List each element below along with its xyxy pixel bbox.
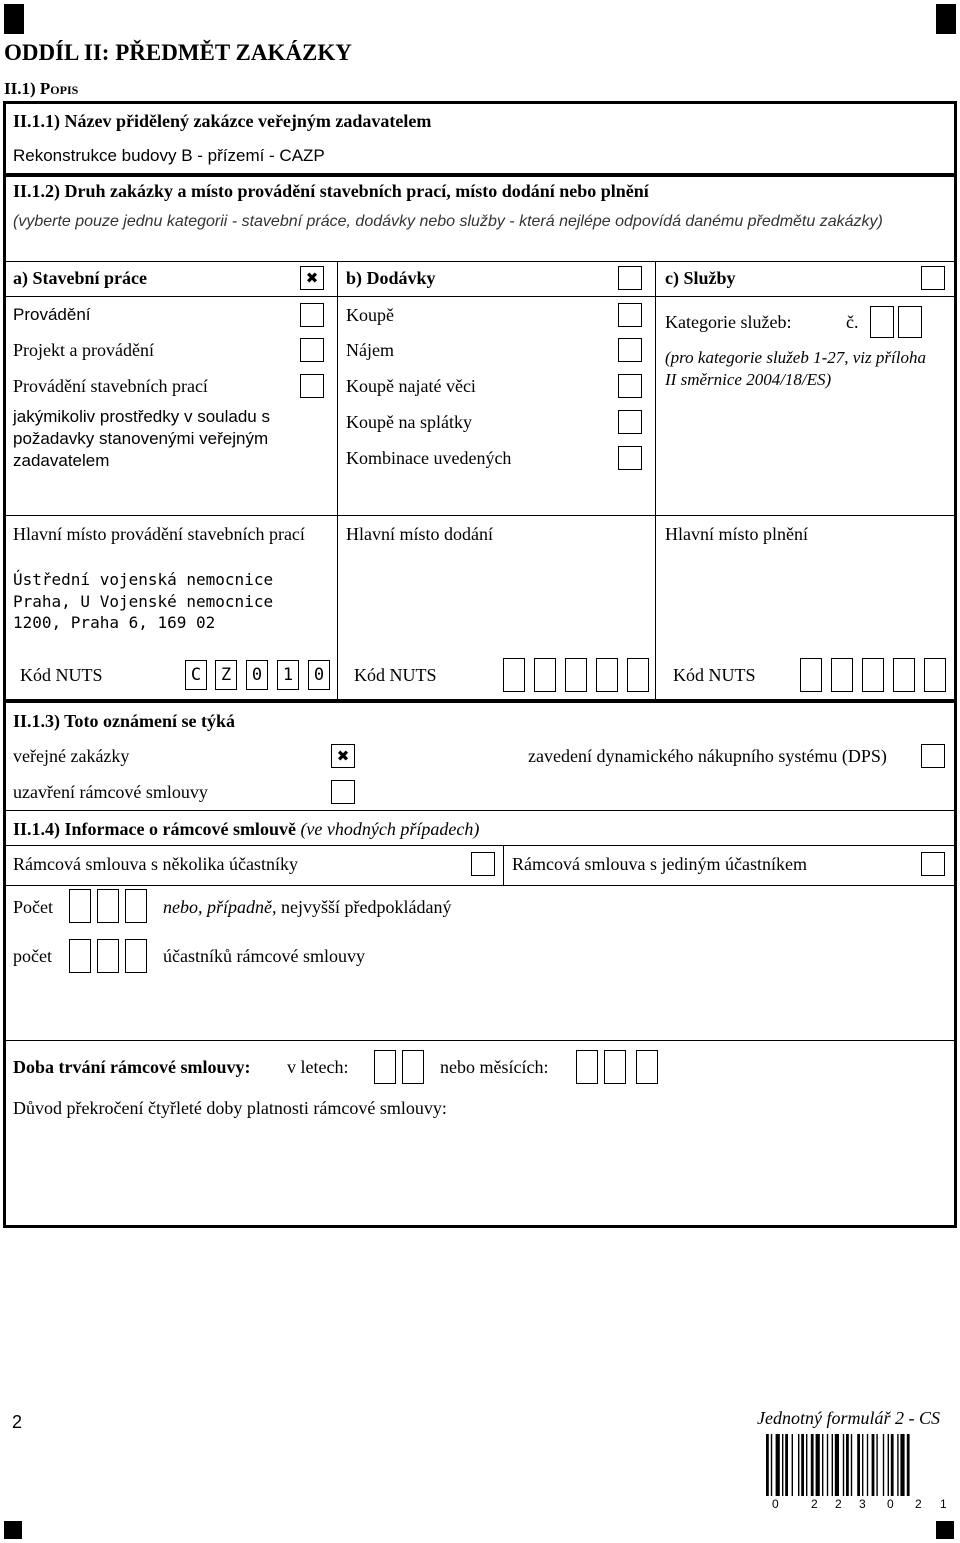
nuts-works-char-1[interactable]: Z [215, 660, 237, 690]
subsection-title [4, 79, 78, 99]
name-value: Rekonstrukce budovy B - přízemí - CAZP [13, 146, 325, 165]
nuts-works-char-3[interactable]: 1 [277, 660, 299, 690]
months-box-2[interactable] [636, 1050, 658, 1084]
services-category-box-1[interactable] [870, 306, 894, 338]
years-label: v letech: [287, 1057, 349, 1077]
nuts-supplies-box-2[interactable] [565, 658, 587, 692]
nuts-supplies-box-3[interactable] [596, 658, 618, 692]
notice-divider [3, 810, 957, 811]
nuts-services-box-4[interactable] [924, 658, 946, 692]
years-box-1[interactable] [402, 1050, 424, 1084]
subsection-title-text: II.1) Popis [4, 79, 79, 98]
supplies-item-4-checkbox[interactable] [618, 446, 642, 470]
framework-label: uzavření rámcové smlouvy [13, 782, 208, 802]
type-grid-col-2 [655, 261, 656, 703]
count-max-text: nejvyšší předpokládaný [280, 897, 452, 917]
framework-info-label [13, 819, 479, 840]
works-item-0-checkbox[interactable] [300, 303, 324, 327]
years-box-0[interactable] [374, 1050, 396, 1084]
works-item-2-checkbox[interactable] [300, 374, 324, 398]
corner-mark-top-right [936, 4, 956, 34]
section-title: ODDÍL II: PŘEDMĚT ZAKÁZKY [4, 40, 352, 65]
count-box-1[interactable] [97, 889, 119, 923]
nuts-works-char-2[interactable]: 0 [246, 660, 268, 690]
place-services-label: Hlavní místo plnění [665, 524, 808, 544]
nuts-supplies-label: Kód NUTS [354, 665, 437, 685]
barcode-digits [770, 1497, 960, 1513]
months-label: nebo měsících: [440, 1057, 549, 1077]
nuts-services-box-3[interactable] [893, 658, 915, 692]
place-works-value: Ústřední vojenská nemocnice Praha, U Vojenské nemocnice 1200, Praha 6, 169 02 [13, 570, 274, 632]
services-checkbox[interactable] [921, 266, 945, 290]
max-count-box-0[interactable] [69, 939, 91, 973]
participants-text: účastníků rámcové smlouvy [163, 946, 365, 966]
supplies-item-0-checkbox[interactable] [618, 303, 642, 327]
max-count-box-1[interactable] [97, 939, 119, 973]
nuts-services-label: Kód NUTS [673, 665, 756, 685]
nuts-supplies-box-0[interactable] [503, 658, 525, 692]
supplies-title: b) Dodávky [346, 268, 436, 288]
max-count-box-2[interactable] [125, 939, 147, 973]
supplies-item-2: Koupě najaté věci [346, 376, 476, 396]
count-box-0[interactable] [69, 889, 91, 923]
nuts-supplies-box-4[interactable] [627, 658, 649, 692]
dps-label: zavedení dynamického nákupního systému (DPS) [528, 746, 887, 766]
supplies-item-2-checkbox[interactable] [618, 374, 642, 398]
nuts-services-box-1[interactable] [831, 658, 853, 692]
framework-checkbox[interactable] [331, 780, 355, 804]
count-or-text [163, 897, 451, 918]
supplies-item-1: Nájem [346, 340, 394, 360]
public-contract-label: veřejné zakázky [13, 746, 130, 766]
duration-label: Doba trvání rámcové smlouvy: [13, 1057, 251, 1077]
page-number: 2 [12, 1412, 23, 1432]
nuts-services-box-0[interactable] [800, 658, 822, 692]
place-works-label: Hlavní místo provádění stavebních prací [13, 524, 305, 544]
count-label-2: počet [13, 946, 52, 966]
nuts-services-box-2[interactable] [862, 658, 884, 692]
barcode-digit-3: 3 [859, 1497, 866, 1511]
works-checkbox[interactable] [300, 266, 324, 290]
type-grid-middle [3, 515, 957, 516]
months-box-1[interactable] [604, 1050, 626, 1084]
framework-col-divider [503, 845, 504, 885]
services-category-box-2[interactable] [898, 306, 922, 338]
count-box-2[interactable] [125, 889, 147, 923]
framework-info-note: (ve vhodných případech) [300, 819, 480, 839]
type-grid-col-1 [337, 261, 338, 703]
single-participant-checkbox[interactable] [921, 852, 945, 876]
services-category-label: Kategorie služeb: [665, 312, 792, 332]
framework-info-divider [3, 845, 957, 846]
duration-divider [3, 1040, 957, 1041]
works-item-2: Provádění stavebních prací [13, 376, 208, 396]
reason-label: Důvod překročení čtyřleté doby platnosti rámcové smlouvy: [13, 1098, 447, 1118]
barcode [766, 1434, 956, 1496]
count-or-italic: nebo, případně, [163, 897, 277, 917]
single-participant-label: Rámcová smlouva s jediným účastníkem [512, 854, 807, 874]
works-item-0: Provádění [13, 305, 91, 324]
barcode-digit-4: 0 [887, 1497, 894, 1511]
barcode-digit-5: 2 [915, 1497, 922, 1511]
barcode-digit-1: 2 [811, 1497, 818, 1511]
works-item-1: Projekt a provádění [13, 340, 154, 360]
nuts-works-label: Kód NUTS [20, 665, 103, 685]
form-name: Jednotný formulář 2 - CS [757, 1408, 940, 1428]
barcode-digit-2: 2 [835, 1497, 842, 1511]
supplies-checkbox[interactable] [618, 266, 642, 290]
public-contract-checkbox[interactable] [331, 744, 355, 768]
services-note: (pro kategorie služeb 1-27, viz příloha II směrnice 2004/18/ES) [665, 348, 926, 389]
corner-mark-bottom-left [4, 1521, 22, 1539]
supplies-item-1-checkbox[interactable] [618, 338, 642, 362]
framework-row-divider [3, 885, 957, 886]
barcode-digit-6: 1 [940, 1497, 947, 1511]
several-participants-checkbox[interactable] [471, 852, 495, 876]
supplies-item-3: Koupě na splátky [346, 412, 472, 432]
works-title: a) Stavební práce [13, 268, 147, 288]
dps-checkbox[interactable] [921, 744, 945, 768]
nuts-works-char-4[interactable]: 0 [308, 660, 330, 690]
months-box-0[interactable] [576, 1050, 598, 1084]
name-label: II.1.1) Název přidělený zakázce veřejným zadavatelem [13, 111, 432, 131]
works-item-3: jakýmikoliv prostředky v souladu s požadavky stanovenými veřejným zadavatelem [13, 407, 270, 470]
corner-mark-bottom-right [936, 1521, 954, 1539]
type-note: (vyberte pouze jednu kategorii - stavební práce, dodávky nebo služby - která nejlépe odpovídá danému předmětu zakázky) [13, 213, 883, 230]
services-category-no: č. [846, 312, 859, 332]
nuts-supplies-box-1[interactable] [534, 658, 556, 692]
barcode-digit-0: 0 [772, 1497, 779, 1511]
supplies-item-4: Kombinace uvedených [346, 448, 512, 468]
type-grid-header-bottom [3, 296, 957, 297]
place-supplies-label: Hlavní místo dodání [346, 524, 493, 544]
type-label: II.1.2) Druh zakázky a místo provádění stavebních prací, místo dodání nebo plnění [13, 181, 649, 201]
services-title: c) Služby [665, 268, 736, 288]
works-item-1-checkbox[interactable] [300, 338, 324, 362]
framework-info-title: II.1.4) Informace o rámcové smlouvě [13, 819, 296, 839]
corner-mark-top-left [4, 4, 24, 34]
supplies-item-3-checkbox[interactable] [618, 410, 642, 434]
count-label: Počet [13, 897, 53, 917]
type-grid-top [3, 261, 957, 262]
nuts-works-char-0[interactable]: C [185, 660, 207, 690]
several-participants-label: Rámcová smlouva s několika účastníky [13, 854, 298, 874]
notice-label: II.1.3) Toto oznámení se týká [13, 711, 236, 731]
supplies-item-0: Koupě [346, 305, 394, 325]
